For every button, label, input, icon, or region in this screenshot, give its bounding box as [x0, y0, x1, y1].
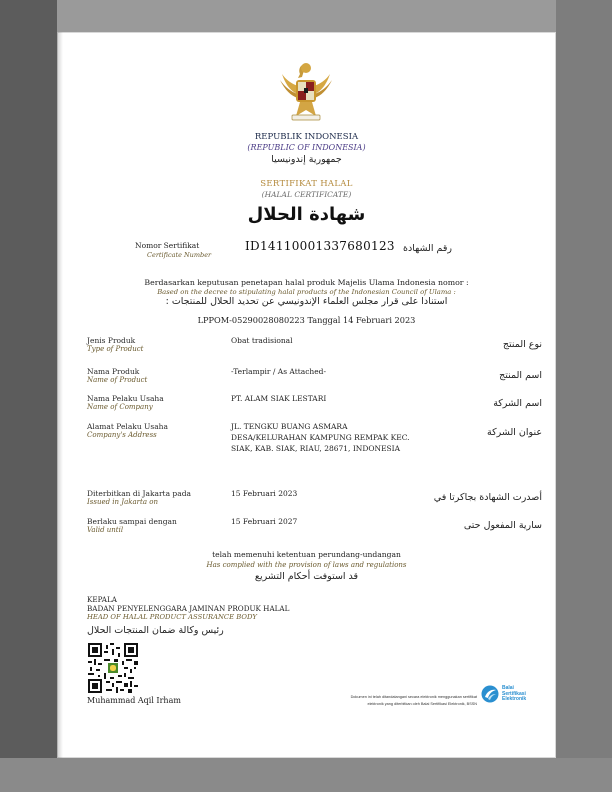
address-label: Alamat Pelaku Usaha — [87, 422, 168, 431]
product-type-value: Obat tradisional — [231, 336, 293, 345]
valid-label: Berlaku sampai dengan — [87, 517, 177, 526]
basis-text-ar: استنادا على قرار مجلس العلماء الإندونيسي عن تحديد الحلال للمنتجات : — [165, 296, 448, 307]
issued-label-en: Issued in Jakarta on — [87, 498, 158, 506]
product-type-label-en: Type of Product — [87, 345, 144, 353]
esign-note-line-1: Dokumen ini telah ditandatangani secara elektronik menggunakan sertifikat — [350, 695, 477, 699]
garuda-emblem-icon — [278, 60, 334, 126]
address-line-1: JL. TENGKU BUANG ASMARA — [231, 422, 348, 431]
scan-border-bottom — [0, 758, 612, 792]
signatory-agency-en: HEAD OF HALAL PRODUCT ASSURANCE BODY — [87, 613, 257, 621]
scan-border-top — [0, 0, 612, 32]
product-name-label-ar: اسم المنتج — [499, 370, 542, 381]
certificate-number-value: ID14110001337680123 — [245, 239, 395, 253]
scan-border-right — [556, 0, 612, 792]
certificate-page — [57, 32, 556, 758]
certificate-title: SERTIFIKAT HALAL — [260, 179, 353, 189]
bsre-line-3: Elektronik — [502, 696, 527, 703]
signatory-agency: BADAN PENYELENGGARA JAMINAN PRODUK HALAL — [87, 604, 290, 613]
basis-text: Berdasarkan keputusan penetapan halal produk Majelis Ulama Indonesia nomor : — [144, 278, 469, 287]
compliance-text-ar: قد استوفت أحكام التشريع — [254, 571, 359, 582]
bsre-line-1: Balai — [502, 685, 514, 691]
signatory-name: Muhammad Aqil Irham — [87, 696, 181, 705]
bsre-logo-text — [502, 686, 526, 703]
qr-code-icon — [88, 643, 138, 693]
signatory-title: KEPALA — [87, 595, 117, 604]
issued-label: Diterbitkan di Jakarta pada — [87, 489, 191, 498]
country-name: REPUBLIK INDONESIA — [254, 132, 359, 142]
certificate-number-label-en: Certificate Number — [147, 251, 212, 259]
esign-note-line-2: elektronik yang diterbitkan oleh Balai Sertifikasi Elektronik, BSSN — [367, 702, 477, 706]
certificate-number-label-ar: رقم الشهادة — [403, 243, 452, 254]
scan-border-left — [0, 0, 57, 792]
company-label: Nama Pelaku Usaha — [87, 394, 164, 403]
bsre-logo-icon — [481, 685, 499, 703]
country-name-en: (REPUBLIC OF INDONESIA) — [247, 143, 366, 152]
address-line-2: DESA/KELURAHAN KAMPUNG REMPAK KEC. — [231, 433, 410, 442]
product-type-label: Jenis Produk — [87, 336, 136, 345]
bsre-line-2: Sertifikasi — [502, 690, 526, 697]
issued-label-ar: أصدرت الشهادة بجاكرتا في — [433, 492, 542, 503]
address-line-3: SIAK, KAB. SIAK, RIAU, 28671, INDONESIA — [231, 444, 401, 453]
product-type-label-ar: نوع المنتج — [502, 339, 542, 350]
product-name-label-en: Name of Product — [87, 376, 148, 384]
company-label-en: Name of Company — [87, 403, 153, 411]
valid-value: 15 Februari 2027 — [231, 517, 298, 526]
esign-note — [271, 694, 477, 708]
address-label-en: Company's Address — [87, 431, 157, 439]
certificate-title-ar: شهادة الحلال — [247, 204, 366, 225]
compliance-text-en: Has complied with the provision of laws and regulations — [206, 561, 407, 569]
product-name-value: -Terlampir / As Attached- — [231, 367, 327, 376]
valid-label-en: Valid until — [87, 526, 124, 534]
company-value: PT. ALAM SIAK LESTARI — [231, 394, 327, 403]
country-name-ar: جمهورية إندونيسيا — [271, 154, 342, 165]
issued-value: 15 Februari 2023 — [231, 489, 298, 498]
product-name-label: Nama Produk — [87, 367, 140, 376]
decree-number: LPPOM-05290028080223 Tanggal 14 Februari 2023 — [197, 315, 416, 325]
signatory-agency-ar: رئيس وكالة ضمان المنتجات الحلال — [87, 625, 224, 636]
certificate-number-label: Nomor Sertifikat — [135, 241, 200, 250]
address-label-ar: عنوان الشركة — [487, 427, 542, 438]
valid-label-ar: سارية المفعول حتى — [463, 520, 542, 531]
basis-text-en: Based on the decree to stipulating halal products of the Indonesian Council of Ulama : — [157, 288, 456, 296]
company-label-ar: اسم الشركة — [493, 398, 542, 409]
certificate-title-en: (HALAL CERTIFICATE) — [261, 190, 352, 199]
compliance-text: telah memenuhi ketentuan perundang-undangan — [212, 550, 401, 559]
